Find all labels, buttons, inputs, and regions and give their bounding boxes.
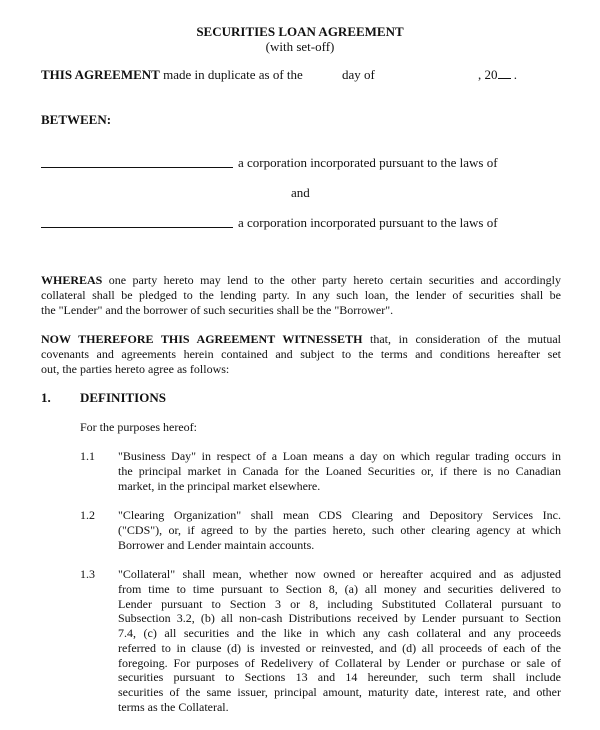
intro-day-label: day of bbox=[342, 67, 375, 82]
clause-line: securities pursuant to Sections 13 and 14 hereunder, such term shall include bbox=[118, 670, 561, 685]
intro-text: made in duplicate as of the bbox=[163, 67, 303, 82]
clause-1-1 bbox=[118, 449, 561, 493]
clause-line: the principal market in Canada for the Loaned Securities or, if there is no Canadian bbox=[118, 463, 561, 478]
between-label: BETWEEN: bbox=[41, 112, 112, 127]
clause-line: "Clearing Organization" shall mean CDS Clearing and Depository Services Inc. bbox=[118, 508, 561, 522]
section-number: 1. bbox=[41, 390, 51, 405]
party-line-1 bbox=[41, 155, 233, 171]
party-blank-1 bbox=[41, 155, 233, 168]
intro-year: , 20 . bbox=[478, 67, 517, 82]
document-subtitle: (with set-off) bbox=[265, 39, 335, 54]
clause-line: securities of the same issuer, principal amount, maturity date, interest rate, and other bbox=[118, 685, 561, 699]
intro-lead: THIS AGREEMENT bbox=[41, 67, 160, 82]
party-text-2: a corporation incorporated pursuant to the laws of bbox=[238, 215, 498, 230]
now-therefore-line-1: NOW THEREFORE THIS AGREEMENT WITNESSETH that, in consideration of the mutual bbox=[41, 332, 561, 346]
clause-line: "Collateral" shall mean, whether now owned or hereafter acquired and as adjusted bbox=[118, 567, 561, 581]
clause-line: Borrower and Lender maintain accounts. bbox=[118, 537, 315, 552]
clause-line: referred to in clause (d) is invested or reinvested, and (d) all proceeds of each of the bbox=[118, 640, 561, 655]
clause-number-1-2: 1.2 bbox=[80, 508, 95, 522]
intro-year-text: , 20 bbox=[478, 67, 498, 82]
now-therefore-lead: NOW THEREFORE THIS AGREEMENT WITNESSETH bbox=[41, 332, 363, 346]
party-line-2 bbox=[41, 215, 233, 231]
document-title: SECURITIES LOAN AGREEMENT bbox=[196, 24, 404, 39]
clause-number-1-1: 1.1 bbox=[80, 449, 95, 463]
now-therefore-paragraph bbox=[41, 332, 561, 376]
year-blank bbox=[498, 67, 511, 79]
clause-line: ("CDS"), or, if agreed to by the parties hereto, such other clearing agency at which bbox=[118, 522, 561, 537]
whereas-line-2: collateral shall be pledged to the lending party. In any such loan, the lender of securities shall be bbox=[41, 287, 561, 302]
and-label: and bbox=[291, 185, 310, 200]
clause-1-2 bbox=[118, 508, 561, 552]
intro-line bbox=[41, 67, 303, 82]
clause-number-1-3: 1.3 bbox=[80, 567, 95, 581]
whereas-paragraph bbox=[41, 273, 561, 317]
clause-line: "Business Day" in respect of a Loan means a day on which regular trading occurs in bbox=[118, 449, 561, 463]
section-heading: DEFINITIONS bbox=[80, 390, 166, 405]
whereas-lead: WHEREAS bbox=[41, 273, 103, 287]
whereas-line-1: WHEREAS one party hereto may lend to the other party hereto certain securities and accordingly bbox=[41, 273, 561, 287]
party-text-1: a corporation incorporated pursuant to the laws of bbox=[238, 155, 498, 170]
clause-line: market, in the principal market elsewhere. bbox=[118, 478, 321, 493]
clause-1-3 bbox=[118, 567, 561, 715]
clause-line: Lender pursuant to Section 3 or 8, including Substituted Collateral pursuant to bbox=[118, 596, 561, 611]
clause-line: from time to time pursuant to Section 8, (a) all money and securities delivered to bbox=[118, 581, 561, 596]
now-therefore-line-2: covenants and agreements herein contained and subject to the terms and conditions hereafter set bbox=[41, 346, 561, 361]
clause-line: foregoing. For purposes of Redelivery of Collateral by Lender or purchase or sale of bbox=[118, 655, 561, 670]
clause-line: terms as the Collateral. bbox=[118, 699, 229, 714]
party-blank-2 bbox=[41, 215, 233, 228]
section-intro: For the purposes hereof: bbox=[80, 420, 197, 434]
clause-line: 7.4, (c) all securities and the like in which any cash collateral and any proceeds bbox=[118, 626, 561, 640]
now-therefore-line-3: out, the parties hereto agree as follows: bbox=[41, 361, 230, 376]
whereas-line-3: the "Lender" and the borrower of such securities shall be the "Borrower". bbox=[41, 302, 394, 317]
clause-line: Subsection 3.2, (b) all non-cash Distributions received by Lender pursuant to Section bbox=[118, 611, 561, 626]
